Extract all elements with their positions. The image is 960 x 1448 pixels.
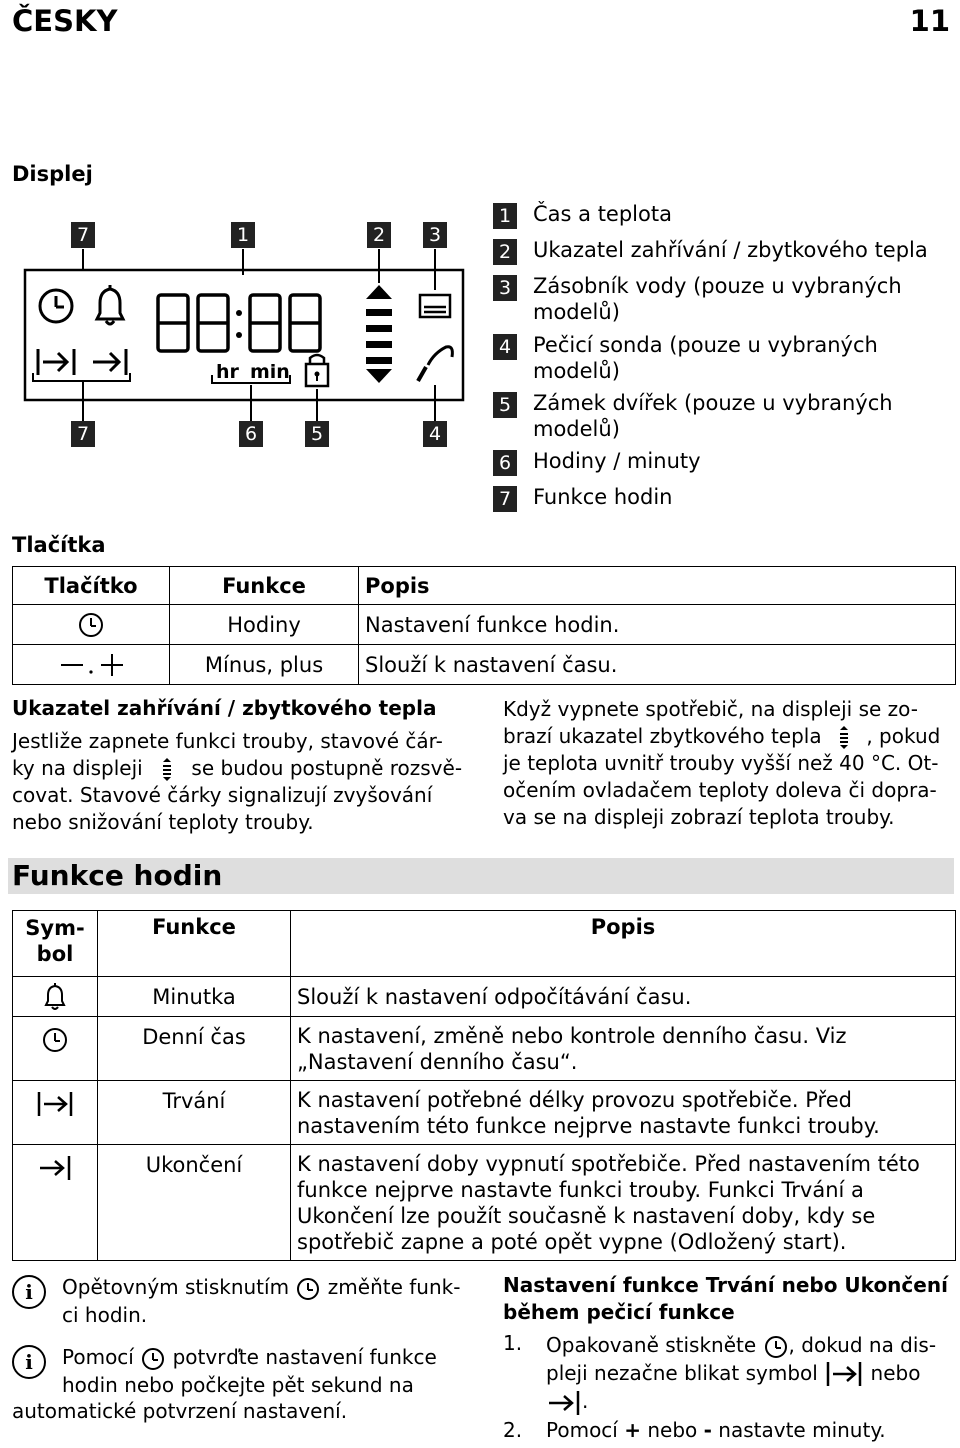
badge-bottom-6: 6 — [239, 421, 263, 447]
table-row: Denní čas K nastavení, změně nebo kontrole denního času. Viz „Nastavení denního času“. — [13, 1017, 956, 1081]
display-panel-svg — [0, 215, 480, 455]
clock-icon — [763, 1334, 789, 1360]
info-note-1: Opětovným stisknutím změňte funk- ci hodin. — [62, 1275, 461, 1327]
end-icon — [546, 1389, 582, 1417]
duration-icon — [824, 1360, 864, 1388]
end-icon — [37, 1153, 73, 1183]
hr-label: hr — [216, 361, 239, 383]
display-heat-indicator-icon — [366, 285, 392, 383]
info-note-2-end: automatické potvrzení nastavení. — [12, 1399, 348, 1423]
steps-title: Nastavení funkce Trvání nebo Ukončení během pečicí funkce — [503, 1273, 948, 1324]
badge-top-1: 1 — [231, 222, 255, 248]
buttons-table-header: Tlačítko Funkce Popis — [13, 567, 956, 605]
heat-indicator-icon — [153, 758, 181, 782]
duration-icon — [35, 1089, 75, 1119]
table-row: Mínus, plus Slouží k nastavení času. — [13, 645, 956, 685]
display-bell-icon — [97, 285, 123, 324]
clock-section-title: Funkce hodin — [12, 859, 223, 892]
step-2-text: Pomocí + nebo - nastavte minuty. — [546, 1418, 886, 1442]
chapter-title: ČESKY — [12, 4, 118, 38]
clock-icon — [140, 1346, 166, 1372]
badge-top-7: 7 — [71, 222, 95, 248]
display-end-icon — [93, 349, 126, 375]
clock-icon — [77, 611, 105, 639]
minus-plus-icon — [51, 653, 131, 677]
buttons-table — [12, 566, 956, 685]
clock-icon — [40, 1025, 70, 1055]
table-row: Ukončení K nastavení doby vypnutí spotřebiče. Před nastavením této funkce nejprve nastavte funkci trouby. Funkci Trvání a Ukončení lze použít současně k nastavení doby, kdy se spotřebič zapne a poté opět vypne (Odložený start). — [13, 1145, 956, 1261]
step-1-text: Opakovaně stiskněte , dokud na dis- pleji nezačne blikat symbol nebo . — [546, 1332, 956, 1417]
clock-table-header: Sym- bol Funkce Popis — [13, 911, 956, 977]
heat-left-paragraph: Jestliže zapnete funkci trouby, stavové čár- ky na displeji se budou postupně rozsvě- covat. Stavové čárky signalizují zvyšování nebo snižování teploty trouby. — [12, 729, 463, 834]
info-icon: i — [12, 1275, 46, 1309]
display-section-title: Displej — [12, 162, 93, 186]
badge-top-2: 2 — [367, 222, 391, 248]
table-row: Minutka Slouží k nastavení odpočítávání času. — [13, 977, 956, 1017]
display-digits — [158, 295, 320, 351]
display-diagram — [0, 215, 480, 455]
display-duration-icon — [38, 349, 74, 375]
display-clock-icon — [40, 290, 72, 322]
badge-bottom-5: 5 — [305, 421, 329, 447]
clock-section-title-bar — [8, 858, 954, 894]
clock-icon — [295, 1276, 321, 1302]
table-row: Trvání K nastavení potřebné délky provozu spotřebiče. Před nastavením této funkce nejprve nastavte funkci trouby. — [13, 1081, 956, 1145]
heat-indicator-icon — [830, 726, 858, 750]
min-label: min — [250, 361, 290, 383]
table-row: Hodiny Nastavení funkce hodin. — [13, 605, 956, 645]
step-1-number: 1. — [503, 1331, 523, 1355]
display-lock-icon — [306, 355, 328, 386]
page-number: 11 — [909, 4, 950, 38]
clock-functions-table — [12, 910, 956, 1261]
bell-icon — [40, 982, 70, 1012]
heat-section-title: Ukazatel zahřívání / zbytkového tepla — [12, 696, 437, 720]
display-water-tank-icon — [420, 295, 450, 317]
badge-top-3: 3 — [423, 222, 447, 248]
badge-bottom-4: 4 — [423, 421, 447, 447]
step-2-number: 2. — [503, 1418, 523, 1442]
display-probe-icon — [418, 347, 452, 381]
info-icon: i — [12, 1345, 46, 1379]
info-note-2: Pomocí potvrďte nastavení funkce hodin nebo počkejte pět sekund na — [62, 1345, 437, 1397]
buttons-section-title: Tlačítka — [12, 533, 106, 557]
heat-right-paragraph: Když vypnete spotřebič, na displeji se zo- brazí ukazatel zbytkového tepla , pokud je teplota uvnitř trouby vyšší než 40 °C. Ot- očením ovladačem teploty doleva či dopra- va se na displeji zobrazí teplota trouby. — [503, 697, 941, 829]
badge-bottom-7: 7 — [71, 421, 95, 447]
